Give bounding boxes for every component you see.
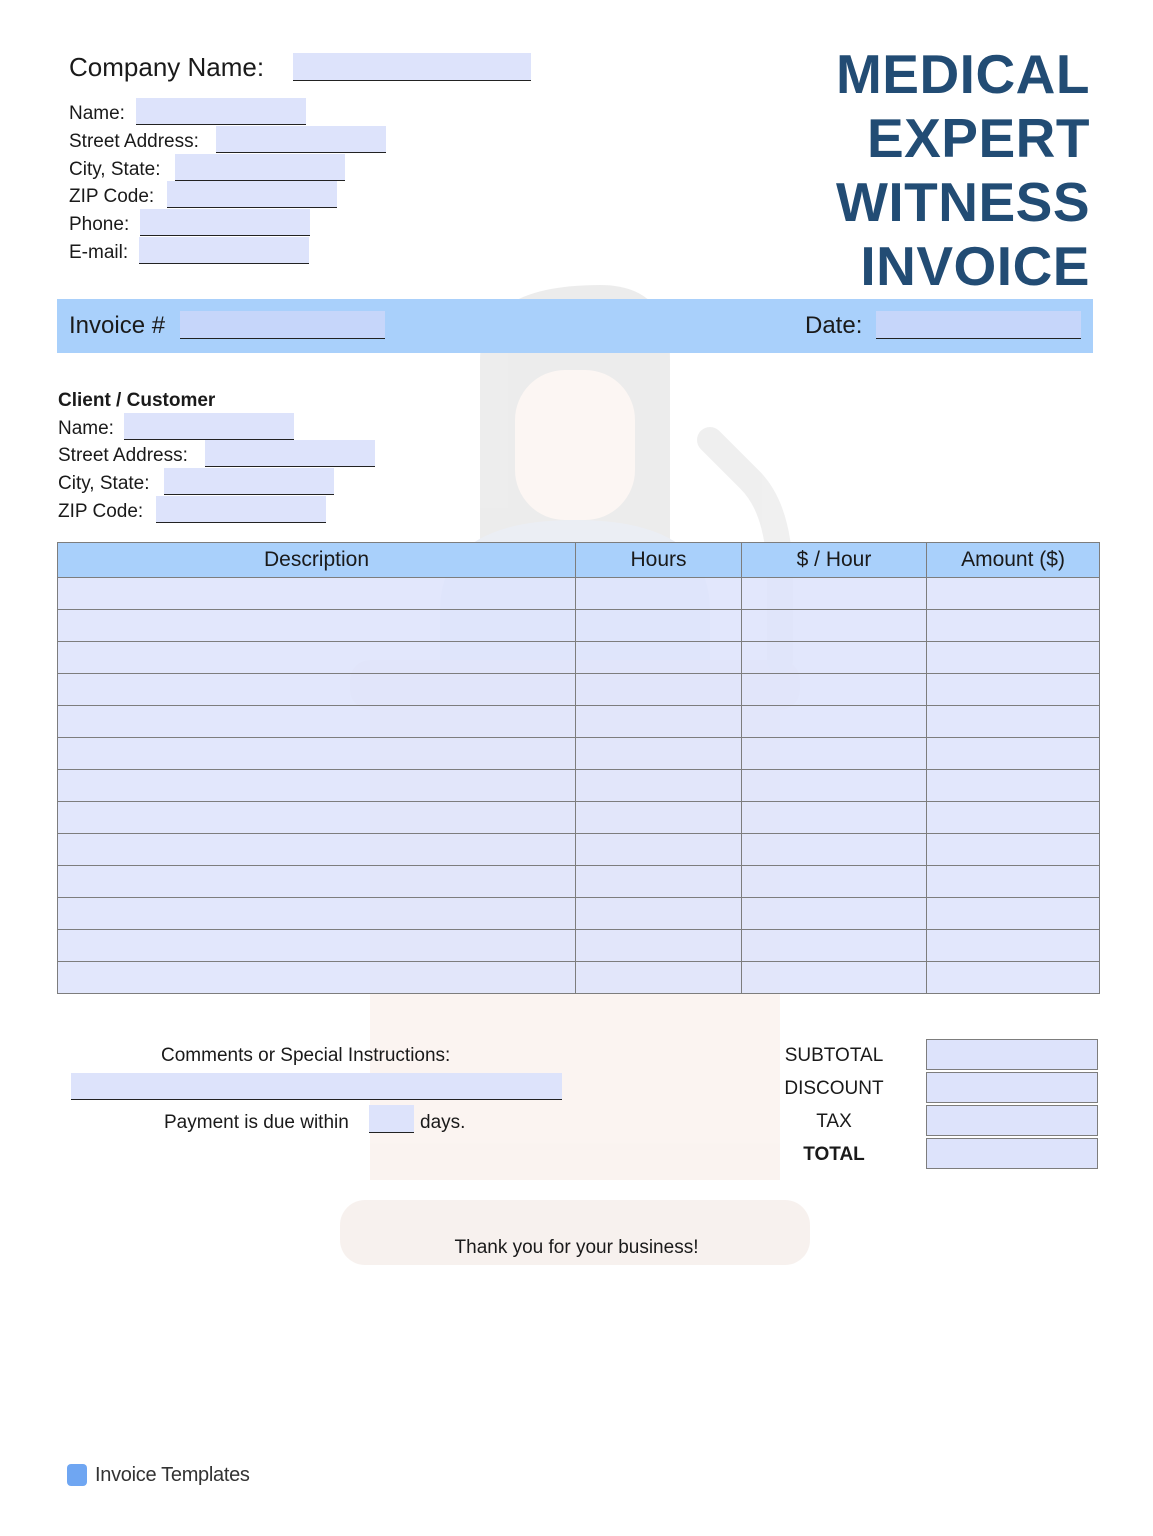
invoice-number-label: Invoice # — [69, 312, 166, 339]
hours-cell[interactable] — [576, 578, 742, 610]
amount-cell[interactable] — [927, 930, 1100, 962]
company-name-field[interactable] — [293, 53, 531, 81]
table-row — [58, 642, 1100, 674]
description-cell[interactable] — [58, 578, 576, 610]
column-header-hours: Hours — [576, 543, 742, 578]
sender-phone-field[interactable] — [140, 209, 310, 236]
description-cell[interactable] — [58, 642, 576, 674]
title-line-1: MEDICAL — [835, 43, 1090, 105]
total-label: TOTAL — [803, 1144, 865, 1165]
rate-cell[interactable] — [742, 834, 927, 866]
rate-cell[interactable] — [742, 578, 927, 610]
column-header-amount: Amount ($) — [927, 543, 1100, 578]
table-row — [58, 866, 1100, 898]
sender-name-label: Name: — [69, 103, 125, 124]
amount-cell[interactable] — [927, 642, 1100, 674]
description-cell[interactable] — [58, 738, 576, 770]
table-row — [58, 770, 1100, 802]
discount-label: DISCOUNT — [784, 1078, 884, 1099]
description-cell[interactable] — [58, 962, 576, 994]
rate-cell[interactable] — [742, 898, 927, 930]
payment-days-field[interactable] — [369, 1105, 414, 1133]
amount-cell[interactable] — [927, 898, 1100, 930]
description-cell[interactable] — [58, 802, 576, 834]
hours-cell[interactable] — [576, 642, 742, 674]
table-row — [58, 802, 1100, 834]
hours-cell[interactable] — [576, 866, 742, 898]
table-row — [58, 834, 1100, 866]
amount-cell[interactable] — [927, 866, 1100, 898]
rate-cell[interactable] — [742, 866, 927, 898]
amount-cell[interactable] — [927, 706, 1100, 738]
hours-cell[interactable] — [576, 770, 742, 802]
title-line-4: INVOICE — [860, 235, 1090, 297]
date-label: Date: — [805, 312, 863, 339]
sender-street-field[interactable] — [216, 126, 386, 153]
description-cell[interactable] — [58, 610, 576, 642]
invoice-title — [836, 42, 1090, 298]
sender-zip-label: ZIP Code: — [69, 186, 155, 207]
table-row — [58, 738, 1100, 770]
rate-cell[interactable] — [742, 706, 927, 738]
client-name-label: Name: — [58, 418, 114, 439]
brand-name: Invoice Templates — [95, 1464, 250, 1486]
sender-phone-label: Phone: — [69, 214, 130, 235]
hours-cell[interactable] — [576, 802, 742, 834]
sender-email-label: E-mail: — [69, 242, 129, 263]
description-cell[interactable] — [58, 930, 576, 962]
table-row — [58, 674, 1100, 706]
sender-email-field[interactable] — [139, 237, 309, 264]
title-line-3: WITNESS — [835, 171, 1090, 233]
description-cell[interactable] — [58, 706, 576, 738]
subtotal-field[interactable] — [926, 1039, 1098, 1070]
rate-cell[interactable] — [742, 962, 927, 994]
hours-cell[interactable] — [576, 706, 742, 738]
hours-cell[interactable] — [576, 610, 742, 642]
sender-city-field[interactable] — [175, 154, 345, 181]
description-cell[interactable] — [58, 674, 576, 706]
payment-terms-prefix: Payment is due within — [164, 1112, 349, 1133]
rate-cell[interactable] — [742, 610, 927, 642]
sender-city-label: City, State: — [69, 159, 161, 180]
description-cell[interactable] — [58, 770, 576, 802]
thank-you-message: Thank you for your business! — [454, 1237, 699, 1258]
table-row — [58, 962, 1100, 994]
company-name-label: Company Name: — [69, 52, 265, 82]
client-street-field[interactable] — [205, 440, 375, 467]
table-row — [58, 898, 1100, 930]
date-field[interactable] — [876, 311, 1081, 339]
rate-cell[interactable] — [742, 674, 927, 706]
client-zip-label: ZIP Code: — [58, 501, 144, 522]
client-city-field[interactable] — [164, 468, 334, 495]
discount-field[interactable] — [926, 1072, 1098, 1103]
amount-cell[interactable] — [927, 802, 1100, 834]
sender-street-label: Street Address: — [69, 131, 199, 152]
tax-field[interactable] — [926, 1105, 1098, 1136]
table-row — [58, 578, 1100, 610]
column-header-description: Description — [58, 543, 576, 578]
hours-cell[interactable] — [576, 962, 742, 994]
tax-label: TAX — [816, 1111, 852, 1132]
rate-cell[interactable] — [742, 802, 927, 834]
rate-cell[interactable] — [742, 642, 927, 674]
hours-cell[interactable] — [576, 898, 742, 930]
client-street-label: Street Address: — [58, 445, 188, 466]
table-header-row — [58, 543, 1100, 578]
table-row — [58, 930, 1100, 962]
amount-cell[interactable] — [927, 738, 1100, 770]
line-items-body — [58, 578, 1100, 994]
rate-cell[interactable] — [742, 930, 927, 962]
hours-cell[interactable] — [576, 738, 742, 770]
title-line-2: EXPERT — [866, 107, 1090, 169]
description-cell[interactable] — [58, 834, 576, 866]
invoice-templates-logo-icon — [67, 1464, 87, 1486]
hours-cell[interactable] — [576, 834, 742, 866]
client-city-label: City, State: — [58, 473, 150, 494]
amount-cell[interactable] — [927, 770, 1100, 802]
amount-cell[interactable] — [927, 834, 1100, 866]
comments-field[interactable] — [71, 1073, 562, 1100]
comments-label: Comments or Special Instructions: — [161, 1045, 451, 1066]
line-items-table — [57, 542, 1100, 994]
table-row — [58, 610, 1100, 642]
client-zip-field[interactable] — [156, 496, 326, 523]
total-field[interactable] — [926, 1138, 1098, 1169]
client-heading: Client / Customer — [58, 390, 216, 411]
client-name-field[interactable] — [124, 413, 294, 440]
subtotal-label: SUBTOTAL — [784, 1045, 884, 1066]
hours-cell[interactable] — [576, 674, 742, 706]
sender-zip-field[interactable] — [167, 181, 337, 208]
column-header-rate: $ / Hour — [742, 543, 927, 578]
amount-cell[interactable] — [927, 578, 1100, 610]
hours-cell[interactable] — [576, 930, 742, 962]
table-row — [58, 706, 1100, 738]
amount-cell[interactable] — [927, 962, 1100, 994]
amount-cell[interactable] — [927, 674, 1100, 706]
rate-cell[interactable] — [742, 738, 927, 770]
amount-cell[interactable] — [927, 610, 1100, 642]
description-cell[interactable] — [58, 866, 576, 898]
invoice-number-field[interactable] — [180, 311, 385, 339]
rate-cell[interactable] — [742, 770, 927, 802]
sender-name-field[interactable] — [136, 98, 306, 125]
description-cell[interactable] — [58, 898, 576, 930]
payment-terms-suffix: days. — [420, 1112, 466, 1133]
